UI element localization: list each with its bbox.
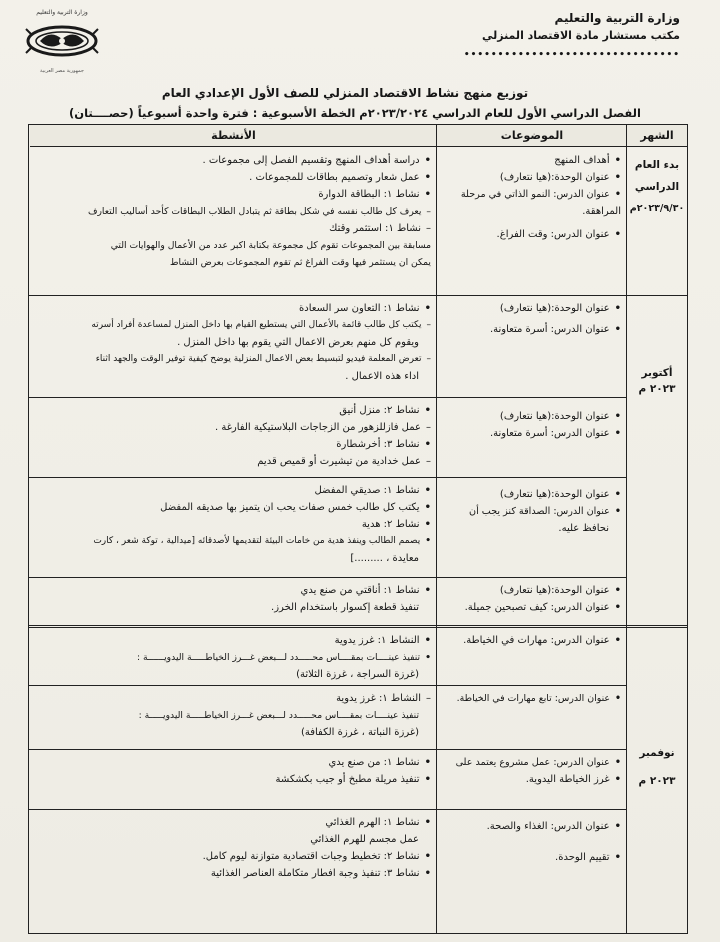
month-label: أكتوبر — [641, 367, 673, 379]
topics-cell — [437, 687, 627, 749]
activity-item: • نشاط ١: من صنع يدي — [36, 754, 431, 771]
topic-item: • غرز الخياطة اليدوية. — [443, 771, 621, 788]
activity-item: • نشاط ١: صديقي المفضل — [36, 482, 431, 499]
topic-item: نحافظ عليه. — [558, 523, 609, 534]
row-divider — [29, 577, 627, 578]
topics-cell — [437, 811, 627, 931]
logo-emblem-icon — [22, 17, 102, 63]
activity-item: (غرزة النباتة ، غرزة الكفافة) — [300, 727, 419, 738]
activities-cell — [30, 479, 437, 577]
activity-item: • نشاط ١: البطاقة الدوارة — [36, 186, 431, 203]
activity-item: • يصمم الطالب وينفذ هدية من خامات البيئة لتقديمها لأصدقائه [ميدالية ، توكة شعر ، كارت — [36, 533, 431, 550]
activity-item: – عمل فازللزهور من الزجاجات البلاستيكية الفارغة . — [36, 419, 431, 436]
topic-item: • عنوان الدرس: الصداقة كنز يجب أن — [443, 503, 621, 520]
activities-cell — [30, 297, 437, 397]
topic-item: • عنوان الدرس: تابع مهارات في الخياطة. — [443, 690, 621, 707]
topic-item: • عنوان الدرس: أسرة متعاونة. — [443, 425, 621, 442]
activity-item: • نشاط ١: التعاون سر السعادة — [36, 300, 431, 317]
document-title: توزيع منهج نشاط الاقتصاد المنزلي للصف الأول الإعدادي العام — [161, 86, 529, 100]
topics-cell — [437, 297, 627, 397]
activity-item: • نشاط ٢: منزل أنيق — [36, 402, 431, 419]
topic-item: • عنوان الدرس: النمو الذاتي في مرحلة — [443, 186, 621, 203]
activities-cell — [30, 811, 437, 931]
month-label: نوفمبر — [639, 747, 675, 759]
activity-item: يمكن ان يستثمر فيها وقت الفراغ ثم تقوم المجموعات بعرض النشاط — [170, 257, 431, 268]
activities-cell — [30, 687, 437, 749]
ministry-header — [410, 8, 680, 64]
activity-item: معايدة ، .........] — [350, 553, 419, 564]
month-divider — [29, 625, 687, 628]
activity-item: – تعرض المعلمة فيديو لتبسيط بعض الاعمال المنزلية يوضح كيفية توفير الوقت والجهد اثناء — [36, 351, 431, 368]
month-cell-november — [627, 745, 687, 789]
activity-item: • نشاط ١: أناقتي من صنع يدي — [36, 582, 431, 599]
month-label: ٢٠٢٣ م — [638, 383, 676, 395]
topic-item: • عنوان الوحدة:(هيا نتعارف) — [443, 582, 621, 599]
activity-item: • نشاط ٣: تنفيذ وجبة افطار متكاملة العناصر الغذائية — [36, 865, 431, 882]
row-divider — [29, 295, 627, 296]
document-subtitle: الفصل الدراسي الأول للعام الدراسي ٢٠٢٣/٢٠٢٤م الخطة الأسبوعية : فترة واحدة أسبوعياً (حصــــتان) — [69, 106, 641, 120]
ministry-name: وزارة التربية والتعليم — [554, 11, 680, 25]
topic-item: المراهقة. — [582, 206, 621, 217]
topic-item: • أهداف المنهج — [443, 152, 621, 169]
activity-item: – نشاط ١: استثمر وقتك — [36, 220, 431, 237]
topic-item: • عنوان الدرس: عمل مشروع يعتمد على — [443, 754, 621, 771]
dotted-separator: •••••••••••••••••••••••••••••••• — [463, 50, 680, 60]
activity-item: • عمل شعار وتصميم بطاقات للمجموعات . — [36, 169, 431, 186]
topic-item: • عنوان الدرس: الغذاء والصحة. — [443, 818, 621, 835]
month-divider — [627, 295, 687, 296]
month-label: ٢٠٢٣/٩/٣٠م — [629, 203, 685, 214]
activities-cell — [30, 579, 437, 625]
activities-cell — [30, 751, 437, 809]
activity-item: – عمل خدادية من تيشيرت أو قميص قديم — [36, 453, 431, 470]
topic-item: • عنوان الوحدة:(هيا نتعارف) — [443, 169, 621, 186]
activity-item: • دراسة أهداف المنهج وتقسيم الفصل إلى مجموعات . — [36, 152, 431, 169]
activity-item: اداء هذه الاعمال . — [345, 371, 419, 382]
topic-item: • عنوان الدرس: وقت الفراغ. — [443, 226, 621, 243]
topics-cell — [437, 751, 627, 809]
activity-item: • النشاط ١: غرز يدوية — [36, 632, 431, 649]
logo-bottom-text: جمهورية مصر العربية — [40, 68, 84, 74]
month-label: الدراسي — [634, 181, 680, 193]
activity-item: ويقوم كل منهم بعرض الاعمال التي يقوم بها داخل المنزل . — [177, 337, 419, 348]
activity-item: • نشاط ١: الهرم الغذائي — [36, 814, 431, 831]
activity-item: – النشاط ١: غرز يدوية — [36, 690, 431, 707]
row-divider — [29, 477, 627, 478]
activity-item: – يكتب كل طالب قائمة بالأعمال التي يستطيع القيام بها داخل المنزل لمساعدة أفراد أسرته — [36, 317, 431, 334]
column-header-topics: الموضوعات — [437, 125, 627, 147]
activity-item: • يكتب كل طالب خمس صفات يحب ان يتميز بها صديقه المفضل — [36, 499, 431, 516]
activity-item: تنفيذ عينــــات بمقــــاس محـــــدد لـــبعض غـــرز الخياطـــــة اليدويـــــة : — [138, 710, 419, 721]
topics-cell — [437, 629, 627, 685]
topics-cell — [437, 579, 627, 625]
activity-item: • تنفيذ عينــــات بمقــــاس محـــــدد لـــبعض غـــرز الخياطـــــة اليدويــــــة : — [36, 649, 431, 666]
row-divider — [29, 809, 627, 810]
activities-cell — [30, 629, 437, 685]
activity-item: • تنفيذ مريلة مطبخ أو جيب بكشكشة — [36, 771, 431, 788]
row-divider — [29, 397, 627, 398]
logo-top-text: وزارة التربية والتعليم — [36, 9, 88, 16]
topic-item: • عنوان الدرس: أسرة متعاونة. — [443, 321, 621, 338]
month-cell-start — [627, 157, 687, 217]
activities-cell — [30, 149, 437, 295]
activity-item: • نشاط ٢: هدية — [36, 516, 431, 533]
column-header-activities: الأنشطة — [30, 125, 437, 147]
activity-item: • نشاط ٣: أخرشطارة — [36, 436, 431, 453]
topic-item: • عنوان الدرس: مهارات في الخياطة. — [443, 632, 621, 649]
activity-item: تنفيذ قطعة إكسوار باستخدام الخرز. — [271, 602, 419, 613]
activities-cell — [30, 399, 437, 477]
activity-item: • نشاط ٢: تخطيط وجبات اقتصادية متوازنة ليوم كامل. — [36, 848, 431, 865]
activity-item: مسابقة بين المجموعات تقوم كل مجموعة بكتابة اكبر عدد من الأعمال والهوايات التي — [110, 240, 431, 251]
activity-item: (غرزة السراجة ، غرزة الثلاثة) — [296, 669, 419, 680]
topics-cell — [437, 479, 627, 577]
plan-table — [28, 124, 688, 934]
activity-item: – يعرف كل طالب نفسه في شكل بطاقة ثم يتبادل الطلاب البطاقات كأحد أساليب التعارف — [36, 203, 431, 220]
topic-item: • عنوان الوحدة:(هيا نتعارف) — [443, 300, 621, 317]
topic-item: • عنوان الوحدة:(هيا نتعارف) — [443, 486, 621, 503]
row-divider — [29, 749, 627, 750]
column-header-month: الشهر — [627, 125, 687, 147]
topic-item: • تقييم الوحدة. — [443, 849, 621, 866]
month-label: ٢٠٢٣ م — [638, 775, 676, 787]
topics-cell — [437, 399, 627, 477]
month-label: بدء العام — [634, 159, 680, 171]
topics-cell — [437, 149, 627, 295]
topic-item: • عنوان الوحدة:(هيا نتعارف) — [443, 408, 621, 425]
office-name: مكتب مستشار مادة الاقتصاد المنزلي — [481, 29, 680, 42]
row-divider — [29, 685, 627, 686]
topic-item: • عنوان الدرس: كيف تصبحين جميلة. — [443, 599, 621, 616]
ministry-logo — [22, 8, 102, 78]
activity-item: عمل مجسم للهرم الغذائي — [310, 834, 419, 845]
month-cell-october — [627, 365, 687, 397]
